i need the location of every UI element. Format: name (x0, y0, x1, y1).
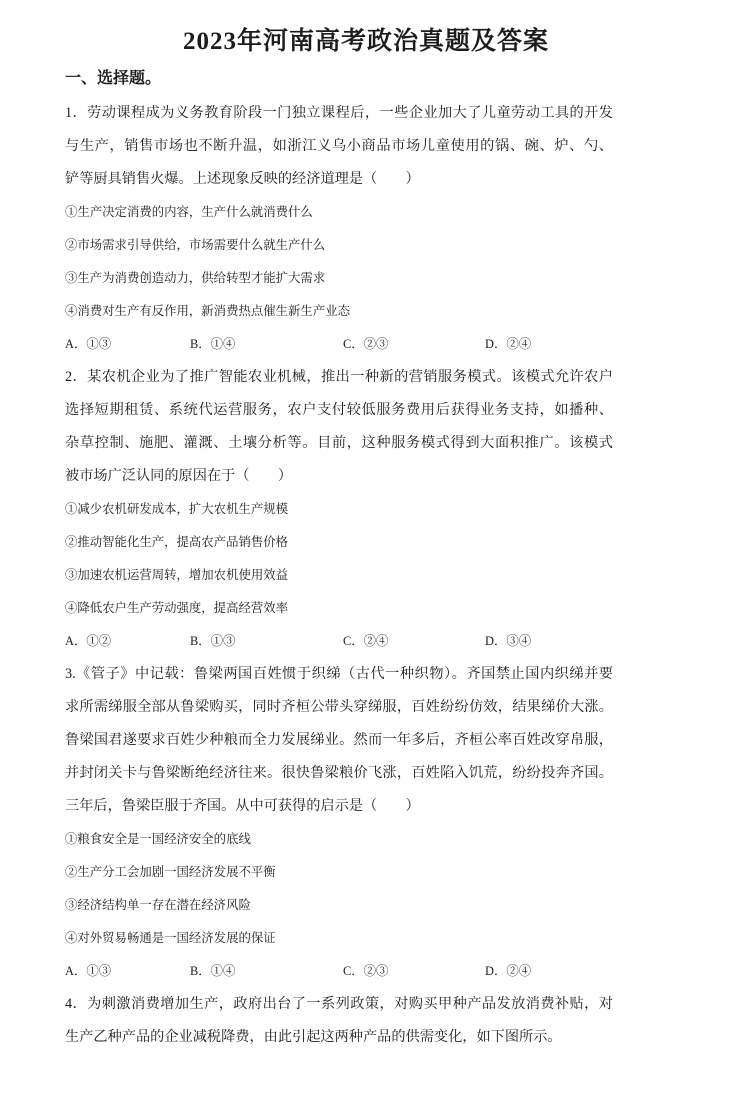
question-3-stem-line-2: 求所需绨服全部从鲁梁购买，同时齐桓公带头穿绨服，百姓纷纷仿效，结果绨价大涨。 (65, 699, 613, 715)
question-1-choice-4: ④消费对生产有反作用，新消费热点催生新生产业态 (65, 304, 350, 318)
question-1-choice-1: ①生产决定消费的内容，生产什么就消费什么 (65, 205, 313, 219)
question-1-option-d: D．②④ (485, 337, 532, 351)
question-2-option-b: B．①③ (190, 634, 236, 648)
question-1-stem-line-1: 1．劳动课程成为义务教育阶段一门独立课程后，一些企业加大了儿童劳动工具的开发 (65, 105, 613, 121)
question-3-stem-line-3: 鲁梁国君遂要求百姓少种粮而全力发展绨业。然而一年多后，齐桓公率百姓改穿帛服， (65, 732, 613, 748)
question-2-option-d: D．③④ (485, 634, 532, 648)
question-3-option-c: C．②③ (343, 964, 389, 978)
question-2-choice-4: ④降低农户生产劳动强度，提高经营效率 (65, 601, 289, 615)
questions-content (0, 90, 732, 1054)
question-3-choice-1: ①粮食安全是一国经济安全的底线 (65, 832, 251, 846)
question-2-choice-3: ③加速农机运营周转，增加农机使用效益 (65, 568, 289, 582)
question-4-stem-line-2: 生产乙种产品的企业减税降费，由此引起这两种产品的供需变化，如下图所示。 (65, 1029, 562, 1045)
question-3-option-a: A．①③ (65, 964, 112, 978)
question-3-choice-4: ④对外贸易畅通是一国经济发展的保证 (65, 931, 276, 945)
question-3-stem-line-1: 3.《管子》中记载：鲁梁两国百姓惯于织绨（古代一种织物）。齐国禁止国内织绨并要 (65, 666, 613, 682)
question-1-option-a: A．①③ (65, 337, 112, 351)
question-1-options-row (65, 328, 613, 361)
question-2 (65, 361, 613, 658)
page-title: 2023年河南高考政治真题及答案 (182, 28, 549, 55)
question-4 (65, 988, 613, 1054)
section-heading: 一、选择题。 (65, 70, 162, 87)
question-3 (65, 658, 613, 988)
question-1-choice-2: ②市场需求引导供给，市场需要什么就生产什么 (65, 238, 326, 252)
question-1-option-c: C．②③ (343, 337, 389, 351)
question-2-choice-2: ②推动智能化生产，提高农产品销售价格 (65, 535, 289, 549)
question-3-choice-2: ②生产分工会加剧一国经济发展不平衡 (65, 865, 276, 879)
question-1 (65, 97, 613, 361)
question-3-option-d: D．②④ (485, 964, 532, 978)
question-2-options-row (65, 625, 613, 658)
question-2-stem-line-4: 被市场广泛认同的原因在于（ ） (65, 468, 293, 484)
question-2-option-a: A．①② (65, 634, 112, 648)
question-2-choice-1: ①减少农机研发成本，扩大农机生产规模 (65, 502, 289, 516)
question-2-option-c: C．②④ (343, 634, 389, 648)
question-2-stem-line-1: 2．某农机企业为了推广智能农业机械，推出一种新的营销服务模式。该模式允许农户 (65, 369, 613, 385)
question-3-choice-3: ③经济结构单一存在潜在经济风险 (65, 898, 251, 912)
question-4-stem-line-1: 4．为刺激消费增加生产，政府出台了一系列政策，对购买甲种产品发放消费补贴，对 (65, 996, 613, 1012)
question-2-stem-line-2: 选择短期租赁、系统代运营服务，农户支付较低服务费用后获得业务支持，如播种、 (65, 402, 613, 418)
question-1-choice-3: ③生产为消费创造动力，供给转型才能扩大需求 (65, 271, 326, 285)
question-3-stem-line-4: 并封闭关卡与鲁梁断绝经济往来。很快鲁梁粮价飞涨，百姓陷入饥荒，纷纷投奔齐国。 (65, 765, 613, 781)
question-3-stem-line-5: 三年后，鲁梁臣服于齐国。从中可获得的启示是（ ） (65, 798, 420, 814)
question-1-stem-line-2: 与生产，销售市场也不断升温，如浙江义乌小商品市场儿童使用的锅、碗、炉、勺、 (65, 138, 613, 154)
question-2-stem-line-3: 杂草控制、施肥、灌溉、土壤分析等。目前，这种服务模式得到大面积推广。该模式 (65, 435, 613, 451)
question-3-options-row (65, 955, 613, 988)
question-1-option-b: B．①④ (190, 337, 236, 351)
question-3-option-b: B．①④ (190, 964, 236, 978)
question-1-stem-line-3: 铲等厨具销售火爆。上述现象反映的经济道理是（ ） (65, 171, 420, 187)
